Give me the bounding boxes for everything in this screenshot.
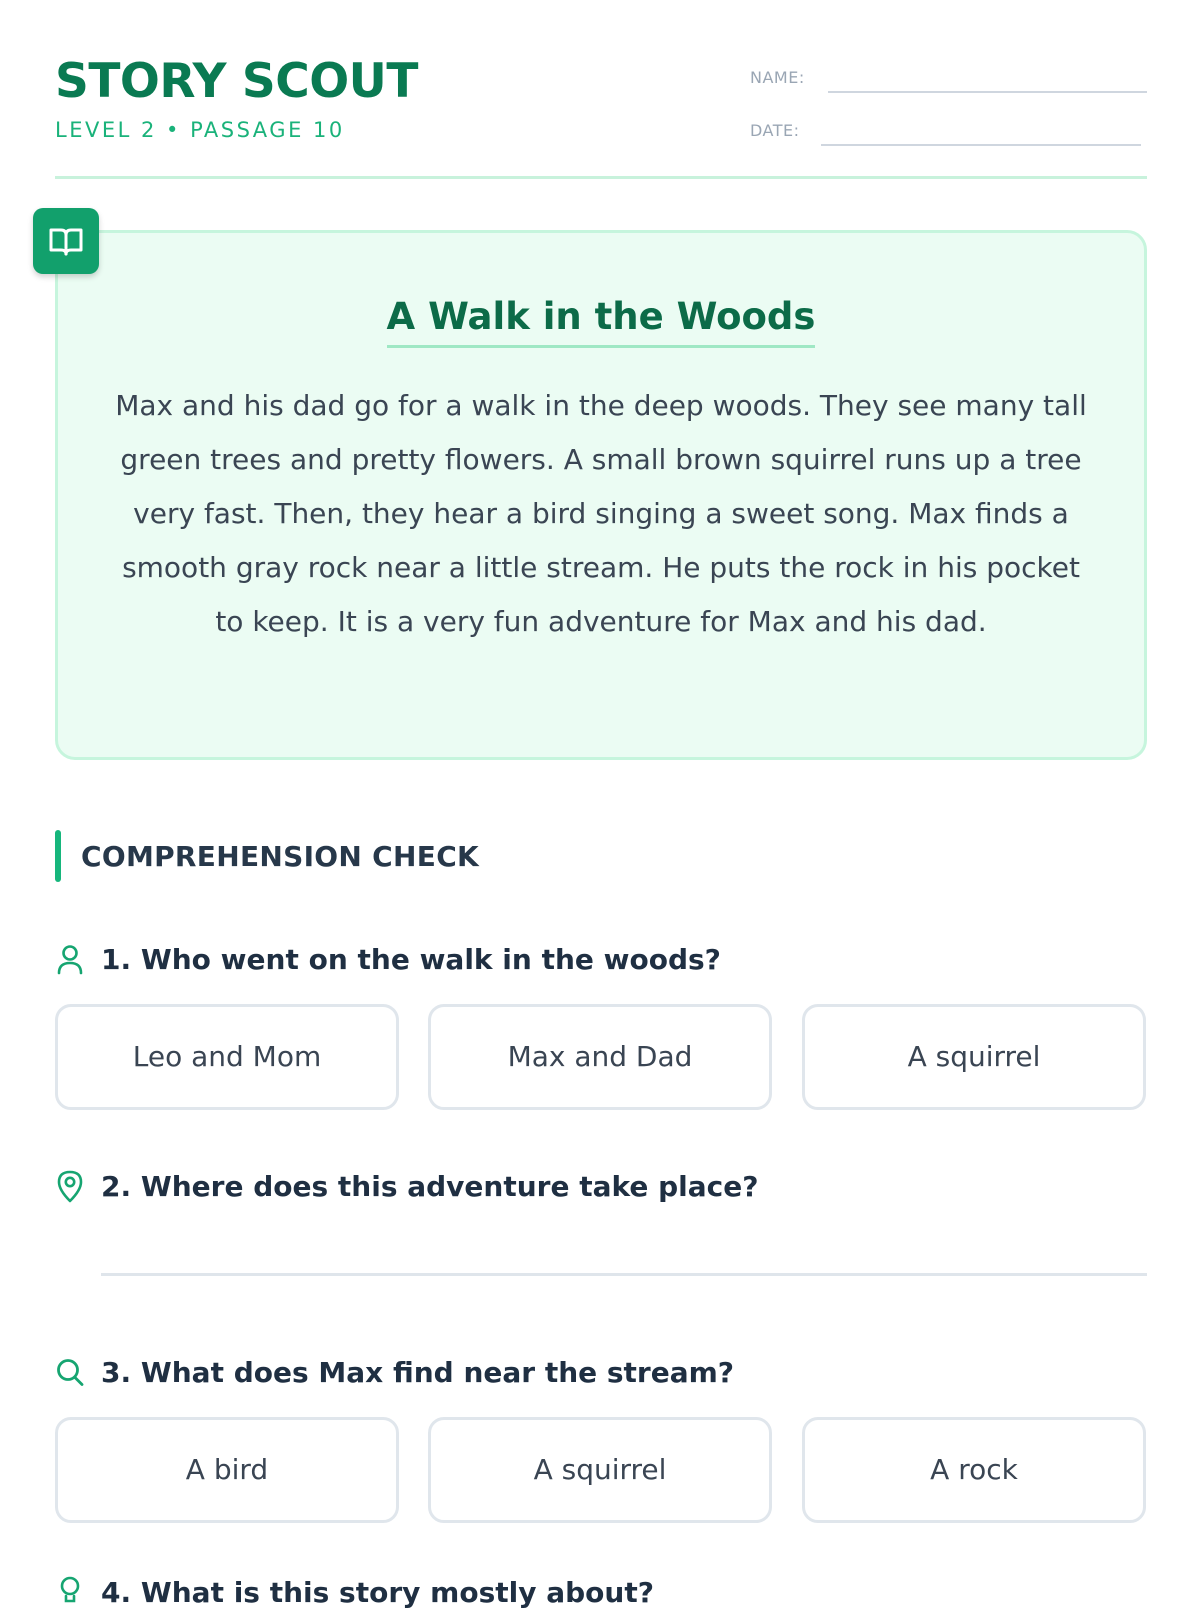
choice-button[interactable]: A squirrel bbox=[802, 1004, 1146, 1110]
worksheet-page bbox=[55, 0, 1147, 1609]
answer-choices bbox=[55, 1417, 1147, 1523]
question-text: 2. Where does this adventure take place? bbox=[101, 1170, 759, 1203]
question-text: 3. What does Max find near the stream? bbox=[101, 1356, 735, 1389]
question-1 bbox=[55, 940, 1147, 1073]
question-header bbox=[55, 1573, 1147, 1613]
name-input-line[interactable] bbox=[828, 91, 1147, 93]
level-passage-label: LEVEL 2 • PASSAGE 10 bbox=[55, 118, 345, 142]
choice-button[interactable]: A rock bbox=[802, 1417, 1146, 1523]
story-card bbox=[55, 230, 1147, 760]
open-book-icon bbox=[33, 208, 99, 274]
worksheet-header bbox=[55, 0, 1147, 179]
question-2 bbox=[55, 1167, 1147, 1297]
question-header bbox=[55, 1353, 1147, 1393]
story-title-wrap bbox=[58, 293, 1144, 348]
question-3 bbox=[55, 1353, 1147, 1486]
choice-button[interactable]: Leo and Mom bbox=[55, 1004, 399, 1110]
question-4 bbox=[55, 1573, 1147, 1613]
choice-button[interactable]: Max and Dad bbox=[428, 1004, 772, 1110]
answer-write-line[interactable] bbox=[101, 1273, 1147, 1276]
name-label: NAME: bbox=[750, 68, 805, 87]
search-icon bbox=[55, 1355, 85, 1389]
question-text: 1. Who went on the walk in the woods? bbox=[101, 943, 721, 976]
app-title: STORY SCOUT bbox=[55, 54, 418, 109]
question-header bbox=[55, 940, 1147, 980]
person-icon bbox=[55, 942, 85, 976]
location-pin-icon bbox=[55, 1169, 85, 1203]
question-text: 4. What is this story mostly about? bbox=[101, 1576, 654, 1609]
section-heading bbox=[55, 830, 755, 882]
section-accent-bar bbox=[55, 830, 61, 882]
lightbulb-icon bbox=[55, 1575, 85, 1609]
section-title: COMPREHENSION CHECK bbox=[81, 840, 480, 873]
date-field[interactable] bbox=[750, 116, 1147, 146]
answer-choices bbox=[55, 1004, 1147, 1110]
name-field[interactable] bbox=[750, 63, 1147, 93]
question-header bbox=[55, 1167, 1147, 1207]
choice-button[interactable]: A squirrel bbox=[428, 1417, 772, 1523]
choice-button[interactable]: A bird bbox=[55, 1417, 399, 1523]
date-label: DATE: bbox=[750, 121, 800, 140]
story-title: A Walk in the Woods bbox=[387, 293, 816, 348]
date-input-line[interactable] bbox=[821, 144, 1141, 146]
story-text: Max and his dad go for a walk in the deep woods. They see many tall green trees and pretty flowers. A small brown squirrel runs up a tree very fast. Then, they hear a bird singing a sweet song. Max finds a smooth gray rock near a little stream. He puts the rock in his pocket to keep. It is a very fun adventure for Max and his dad. bbox=[115, 389, 1087, 638]
